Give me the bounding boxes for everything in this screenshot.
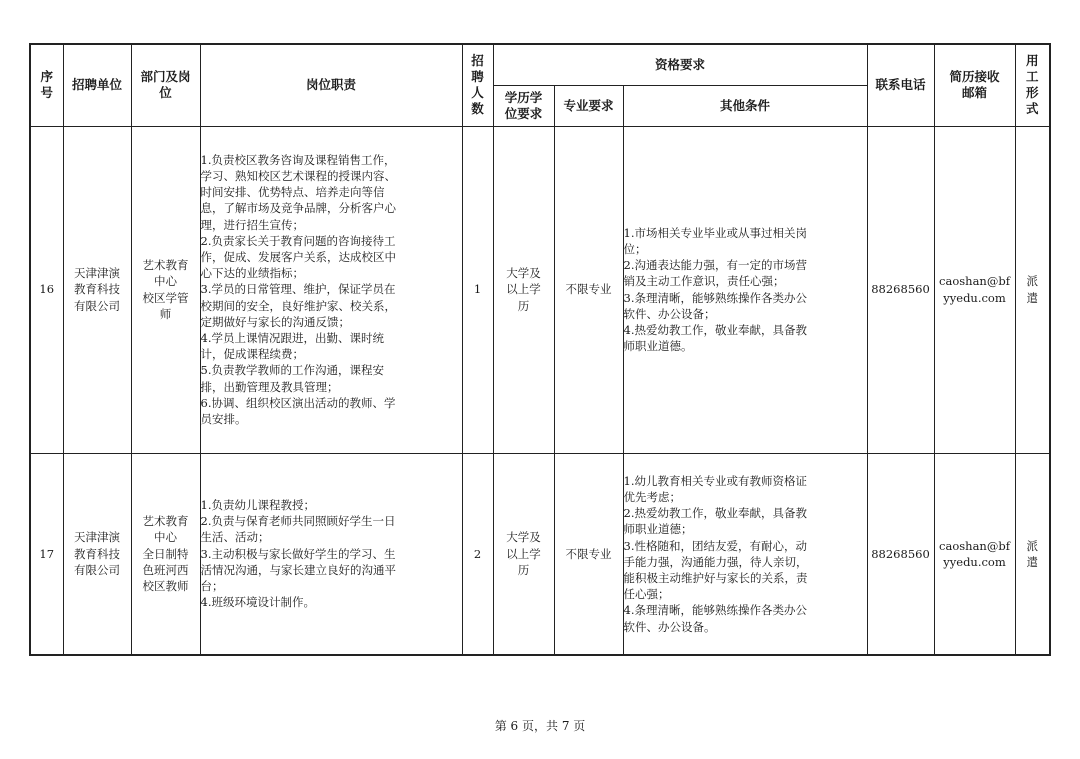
page-footer: 第 6 页，共 7 页 [494, 719, 586, 733]
header-dept: 部门及岗 位 [131, 44, 200, 126]
table-row [30, 453, 1050, 655]
header-education: 学历学 位要求 [493, 85, 554, 126]
row-major: 不限专业 [554, 453, 623, 655]
row-phone: 88268560 [867, 453, 934, 655]
header-other: 其他条件 [623, 85, 867, 126]
row-seq: 17 [30, 453, 63, 655]
row-dept: 艺术教育 中心 校区学管 师 [131, 126, 200, 453]
row-count: 1 [462, 126, 493, 453]
row-unit: 天津津演 教育科技 有限公司 [63, 126, 131, 453]
row-other: 1.幼儿教育相关专业或有教师资格证 优先考虑； 2.热爱幼教工作，敬业奉献，具备教 师职业道德； 3.性格随和，团结友爱，有耐心，动 手能力强，沟通能力强，待人亲切， 能积极主动维护好与家长的关系，责 任心强； 4.条理清晰，能够熟练操作各类办公 软件、办公设备。 [623, 453, 867, 655]
header-unit: 招聘单位 [63, 44, 131, 126]
row-other: 1.市场相关专业毕业或从事过相关岗 位； 2.沟通表达能力强，有一定的市场营 销及主动工作意识，责任心强； 3.条理清晰，能够熟练操作各类办公 软件、办公设备； 4.热爱幼教工作，敬业奉献，具备教 师职业道德。 [623, 126, 867, 453]
row-duty: 1.负责幼儿课程教授； 2.负责与保育老师共同照顾好学生一日 生活、活动； 3.主动积极与家长做好学生的学习、生 活情况沟通，与家长建立良好的沟通平 台； 4.班级环境设计制作。 [200, 453, 462, 655]
row-email: caoshan@bf yyedu.com [934, 453, 1015, 655]
row-email: caoshan@bf yyedu.com [934, 126, 1015, 453]
row-phone: 88268560 [867, 126, 934, 453]
row-duty: 1.负责校区教务咨询及课程销售工作， 学习、熟知校区艺术课程的授课内容、 时间安排、优势特点、培养走向等信 息，了解市场及竞争品牌，分析客户心 理，进行招生宣传； 2.负责家长关于教育问题的咨询接待工 作，促成、发展客户关系，达成校区中 心下达的业绩指标； 3.学员的日常管理、维护，保证学员在 校期间的安全，良好维护家、校关系， 定期做好与家长的沟通反馈； 4.学员上课情况跟进，出勤、课时统 计，促成课程续费； 5.负责教学教师的工作沟通，课程安 排，出勤管理及教具管理； 6.协调、组织校区演出活动的教师、学 员安排。 [200, 126, 462, 453]
header-duty: 岗位职责 [200, 44, 462, 126]
recruitment-table [29, 43, 1051, 656]
row-employment-form: 派 遣 [1015, 453, 1050, 655]
header-seq: 序 号 [30, 44, 63, 126]
table-row [30, 126, 1050, 453]
row-count: 2 [462, 453, 493, 655]
header-qualifications: 资格要求 [493, 44, 867, 85]
header-employment-form: 用 工 形 式 [1015, 44, 1050, 126]
row-seq: 16 [30, 126, 63, 453]
row-education: 大学及 以上学 历 [493, 453, 554, 655]
row-education: 大学及 以上学 历 [493, 126, 554, 453]
header-count: 招 聘 人 数 [462, 44, 493, 126]
header-email: 简历接收 邮箱 [934, 44, 1015, 126]
header-row-1 [30, 44, 1050, 85]
row-employment-form: 派 遣 [1015, 126, 1050, 453]
row-dept: 艺术教育 中心 全日制特 色班河西 校区教师 [131, 453, 200, 655]
row-major: 不限专业 [554, 126, 623, 453]
header-phone: 联系电话 [867, 44, 934, 126]
header-major: 专业要求 [554, 85, 623, 126]
row-unit: 天津津演 教育科技 有限公司 [63, 453, 131, 655]
